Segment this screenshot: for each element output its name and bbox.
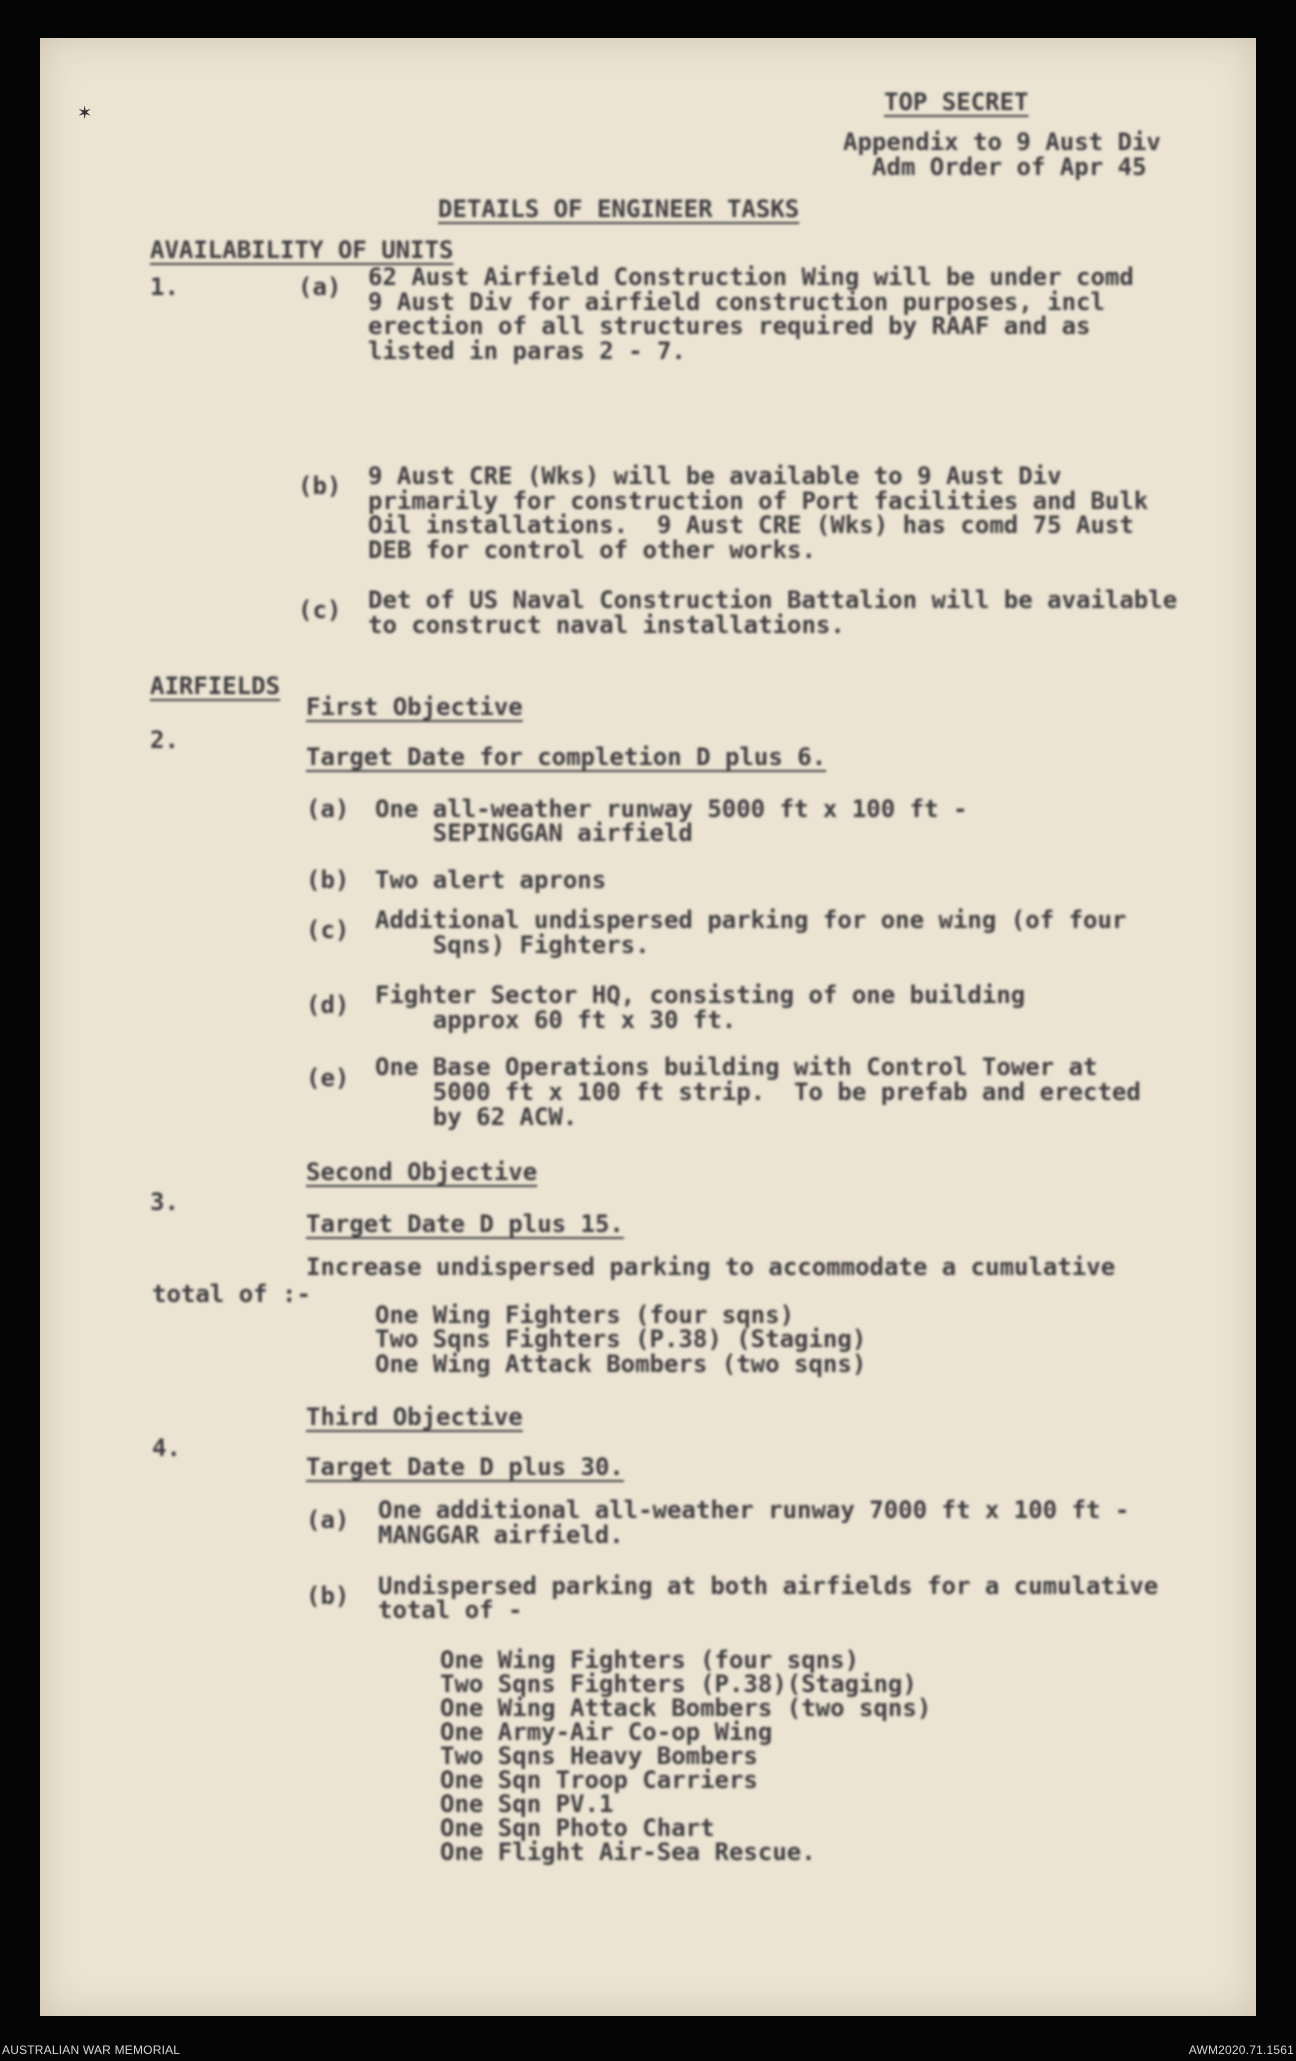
second-objective-title: Second Objective [306,1158,538,1186]
para-1b-line-4: DEB for control of other works. [368,536,816,564]
second-list-item-1: One Wing Fighters (four sqns) [375,1301,795,1329]
para-1a-line-4: listed in paras 2 - 7. [368,337,686,365]
footer-accession-number: AWM2020.71.1561 [1188,2043,1294,2057]
para-number-4: 4. [152,1434,181,1462]
para-4a-line-1: One additional all-weather runway 7000 ft x 100 ft - [378,1496,1130,1524]
para-number-3: 3. [150,1188,179,1216]
para-number-2: 2. [150,726,179,754]
para-2c-line-1: Additional undispersed parking for one wing (of four [375,906,1127,934]
item-label-1c: (c) [298,596,342,624]
para-1b-line-3: Oil installations. 9 Aust CRE (Wks) has comd 75 Aust [368,511,1134,539]
paper-mark: ✶ [78,100,92,125]
para-4b-line-2: total of - [378,1596,523,1624]
item-label-4b: (b) [306,1582,350,1610]
first-objective-target: Target Date for completion D plus 6. [306,743,827,771]
para-1b-line-2: primarily for construction of Port facilities and Bulk [368,487,1149,515]
para-1b-line-1: 9 Aust CRE (Wks) will be available to 9 Aust Div [368,462,1062,490]
para-2a-line-1: One all-weather runway 5000 ft x 100 ft - [375,795,968,823]
second-objective-intro-2: total of :- [152,1280,311,1308]
footer-source: AUSTRALIAN WAR MEMORIAL [2,2043,181,2057]
section-heading-airfields: AIRFIELDS [150,672,281,700]
para-2c-line-2: Sqns) Fighters. [375,931,650,959]
item-label-2b: (b) [306,866,350,894]
classification-mark: TOP SECRET [884,88,1029,116]
para-number-1: 1. [150,273,179,301]
para-2a-line-2: SEPINGGAN airfield [375,819,693,847]
third-objective-title: Third Objective [306,1403,523,1431]
para-2d-line-2: approx 60 ft x 30 ft. [375,1006,737,1034]
para-1c-line-1: Det of US Naval Construction Battalion will be available [368,586,1178,614]
para-2e-line-2: 5000 ft x 100 ft strip. To be prefab and erected [375,1078,1141,1106]
second-objective-intro: Increase undispersed parking to accommodate a cumulative [306,1253,1116,1281]
para-4a-line-2: MANGGAR airfield. [378,1521,624,1549]
para-1c-line-2: to construct naval installations. [368,611,845,639]
appendix-line-2: Adm Order of Apr 45 [872,153,1147,181]
second-list-item-2: Two Sqns Fighters (P.38) (Staging) [375,1325,867,1353]
third-list-item-5: Two Sqns Heavy Bombers [440,1742,758,1770]
item-label-1b: (b) [298,472,342,500]
third-list-item-2: Two Sqns Fighters (P.38)(Staging) [440,1670,917,1698]
item-label-4a: (a) [306,1506,350,1534]
item-label-2d: (d) [306,991,350,1019]
item-label-1a: (a) [298,273,342,301]
document-title: DETAILS OF ENGINEER TASKS [438,195,800,223]
item-label-2a: (a) [306,795,350,823]
third-objective-target: Target Date D plus 30. [306,1453,624,1481]
para-2d-line-1: Fighter Sector HQ, consisting of one building [375,981,1026,1009]
third-list-item-6: One Sqn Troop Carriers [440,1766,758,1794]
third-list-item-8: One Sqn Photo Chart [440,1814,715,1842]
section-heading-availability: AVAILABILITY OF UNITS [150,236,454,264]
appendix-line-1: Appendix to 9 Aust Div [843,128,1161,156]
para-1a-line-3: erection of all structures required by RAAF and as [368,312,1091,340]
item-label-2e: (e) [306,1064,350,1092]
third-list-item-4: One Army-Air Co-op Wing [440,1718,773,1746]
item-label-2c: (c) [306,916,350,944]
para-2e-line-3: by 62 ACW. [375,1103,578,1131]
para-1a-line-2: 9 Aust Div for airfield construction purposes, incl [368,288,1105,316]
second-list-item-3: One Wing Attack Bombers (two sqns) [375,1350,867,1378]
third-list-item-9: One Flight Air-Sea Rescue. [440,1838,816,1866]
second-objective-target: Target Date D plus 15. [306,1210,624,1238]
para-4b-line-1: Undispersed parking at both airfields for a cumulative [378,1572,1159,1600]
third-list-item-7: One Sqn PV.1 [440,1790,614,1818]
third-list-item-1: One Wing Fighters (four sqns) [440,1646,860,1674]
para-1a-line-1: 62 Aust Airfield Construction Wing will be under comd [368,263,1134,291]
third-list-item-3: One Wing Attack Bombers (two sqns) [440,1694,932,1722]
para-2b-line-1: Two alert aprons [375,866,607,894]
first-objective-title: First Objective [306,693,523,721]
para-2e-line-1: One Base Operations building with Control Tower at [375,1053,1098,1081]
